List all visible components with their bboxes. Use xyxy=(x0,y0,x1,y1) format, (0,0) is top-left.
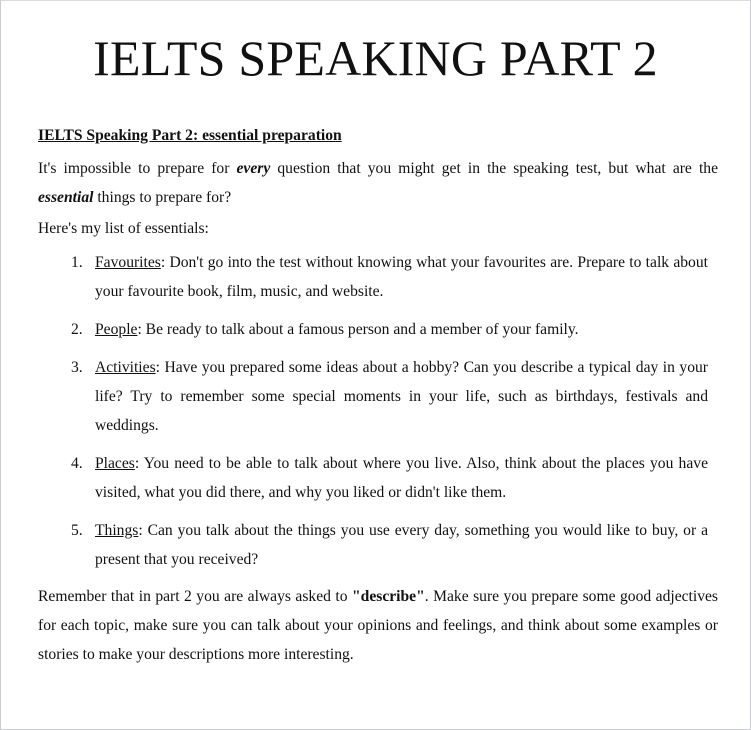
list-item-number: 2. xyxy=(71,321,83,338)
list-item-number: 1. xyxy=(71,254,83,271)
list-item-places xyxy=(71,449,708,507)
list-item-number: 5. xyxy=(71,522,83,539)
list-item-activities xyxy=(71,353,708,440)
section-heading: IELTS Speaking Part 2: essential preparation xyxy=(38,127,342,144)
list-item-number: 3. xyxy=(71,359,83,376)
list-item-term: Places xyxy=(95,455,135,472)
page-title: IELTS SPEAKING PART 2 xyxy=(93,30,658,86)
intro-text-end: things to prepare for? xyxy=(93,189,232,206)
list-item-text: : Have you prepared some ideas about a hobby? Can you describe a typical day in your life? Try to remember some special moments in your life, such as birthdays, festivals and weddings. xyxy=(95,359,708,434)
document-body xyxy=(38,126,718,669)
outro-paragraph xyxy=(38,582,718,669)
intro-text-middle: question that you might get in the speaking test, but what are the xyxy=(270,160,718,177)
intro-emphasis-essential: essential xyxy=(38,189,94,206)
list-item-text: : Can you talk about the things you use every day, something you would like to buy, or a present that you received? xyxy=(95,522,708,568)
list-item-term: People xyxy=(95,321,138,338)
outro-emphasis-describe: "describe" xyxy=(352,588,425,605)
essentials-list xyxy=(38,248,718,574)
list-item-number: 4. xyxy=(71,455,83,472)
outro-text-end: . Make sure you prepare some good adjectives for each topic, make sure you can talk about your opinions and feelings, and think about some examples or stories to make your descriptions more interesting. xyxy=(38,588,719,663)
list-item-term: Favourites xyxy=(95,254,161,271)
list-item-text: : You need to be able to talk about where you live. Also, think about the places you have visited, what you did there, and why you liked or didn't like them. xyxy=(95,455,708,501)
list-item-text: : Be ready to talk about a famous person and a member of your family. xyxy=(137,321,579,338)
intro-text-start: It's impossible to prepare for xyxy=(38,160,237,177)
list-label: Here's my list of essentials: xyxy=(38,220,209,237)
list-item-term: Things xyxy=(95,522,139,539)
intro-paragraph xyxy=(38,154,718,212)
outro-text-start: Remember that in part 2 you are always asked to xyxy=(38,588,353,605)
list-item-people xyxy=(71,315,708,344)
list-item-favourites xyxy=(71,248,708,306)
list-item-things xyxy=(71,516,708,574)
list-item-term: Activities xyxy=(95,359,156,376)
list-item-text: : Don't go into the test without knowing what your favourites are. Prepare to talk about your favourite book, film, music, and website. xyxy=(95,254,708,300)
intro-emphasis-every: every xyxy=(236,160,271,177)
